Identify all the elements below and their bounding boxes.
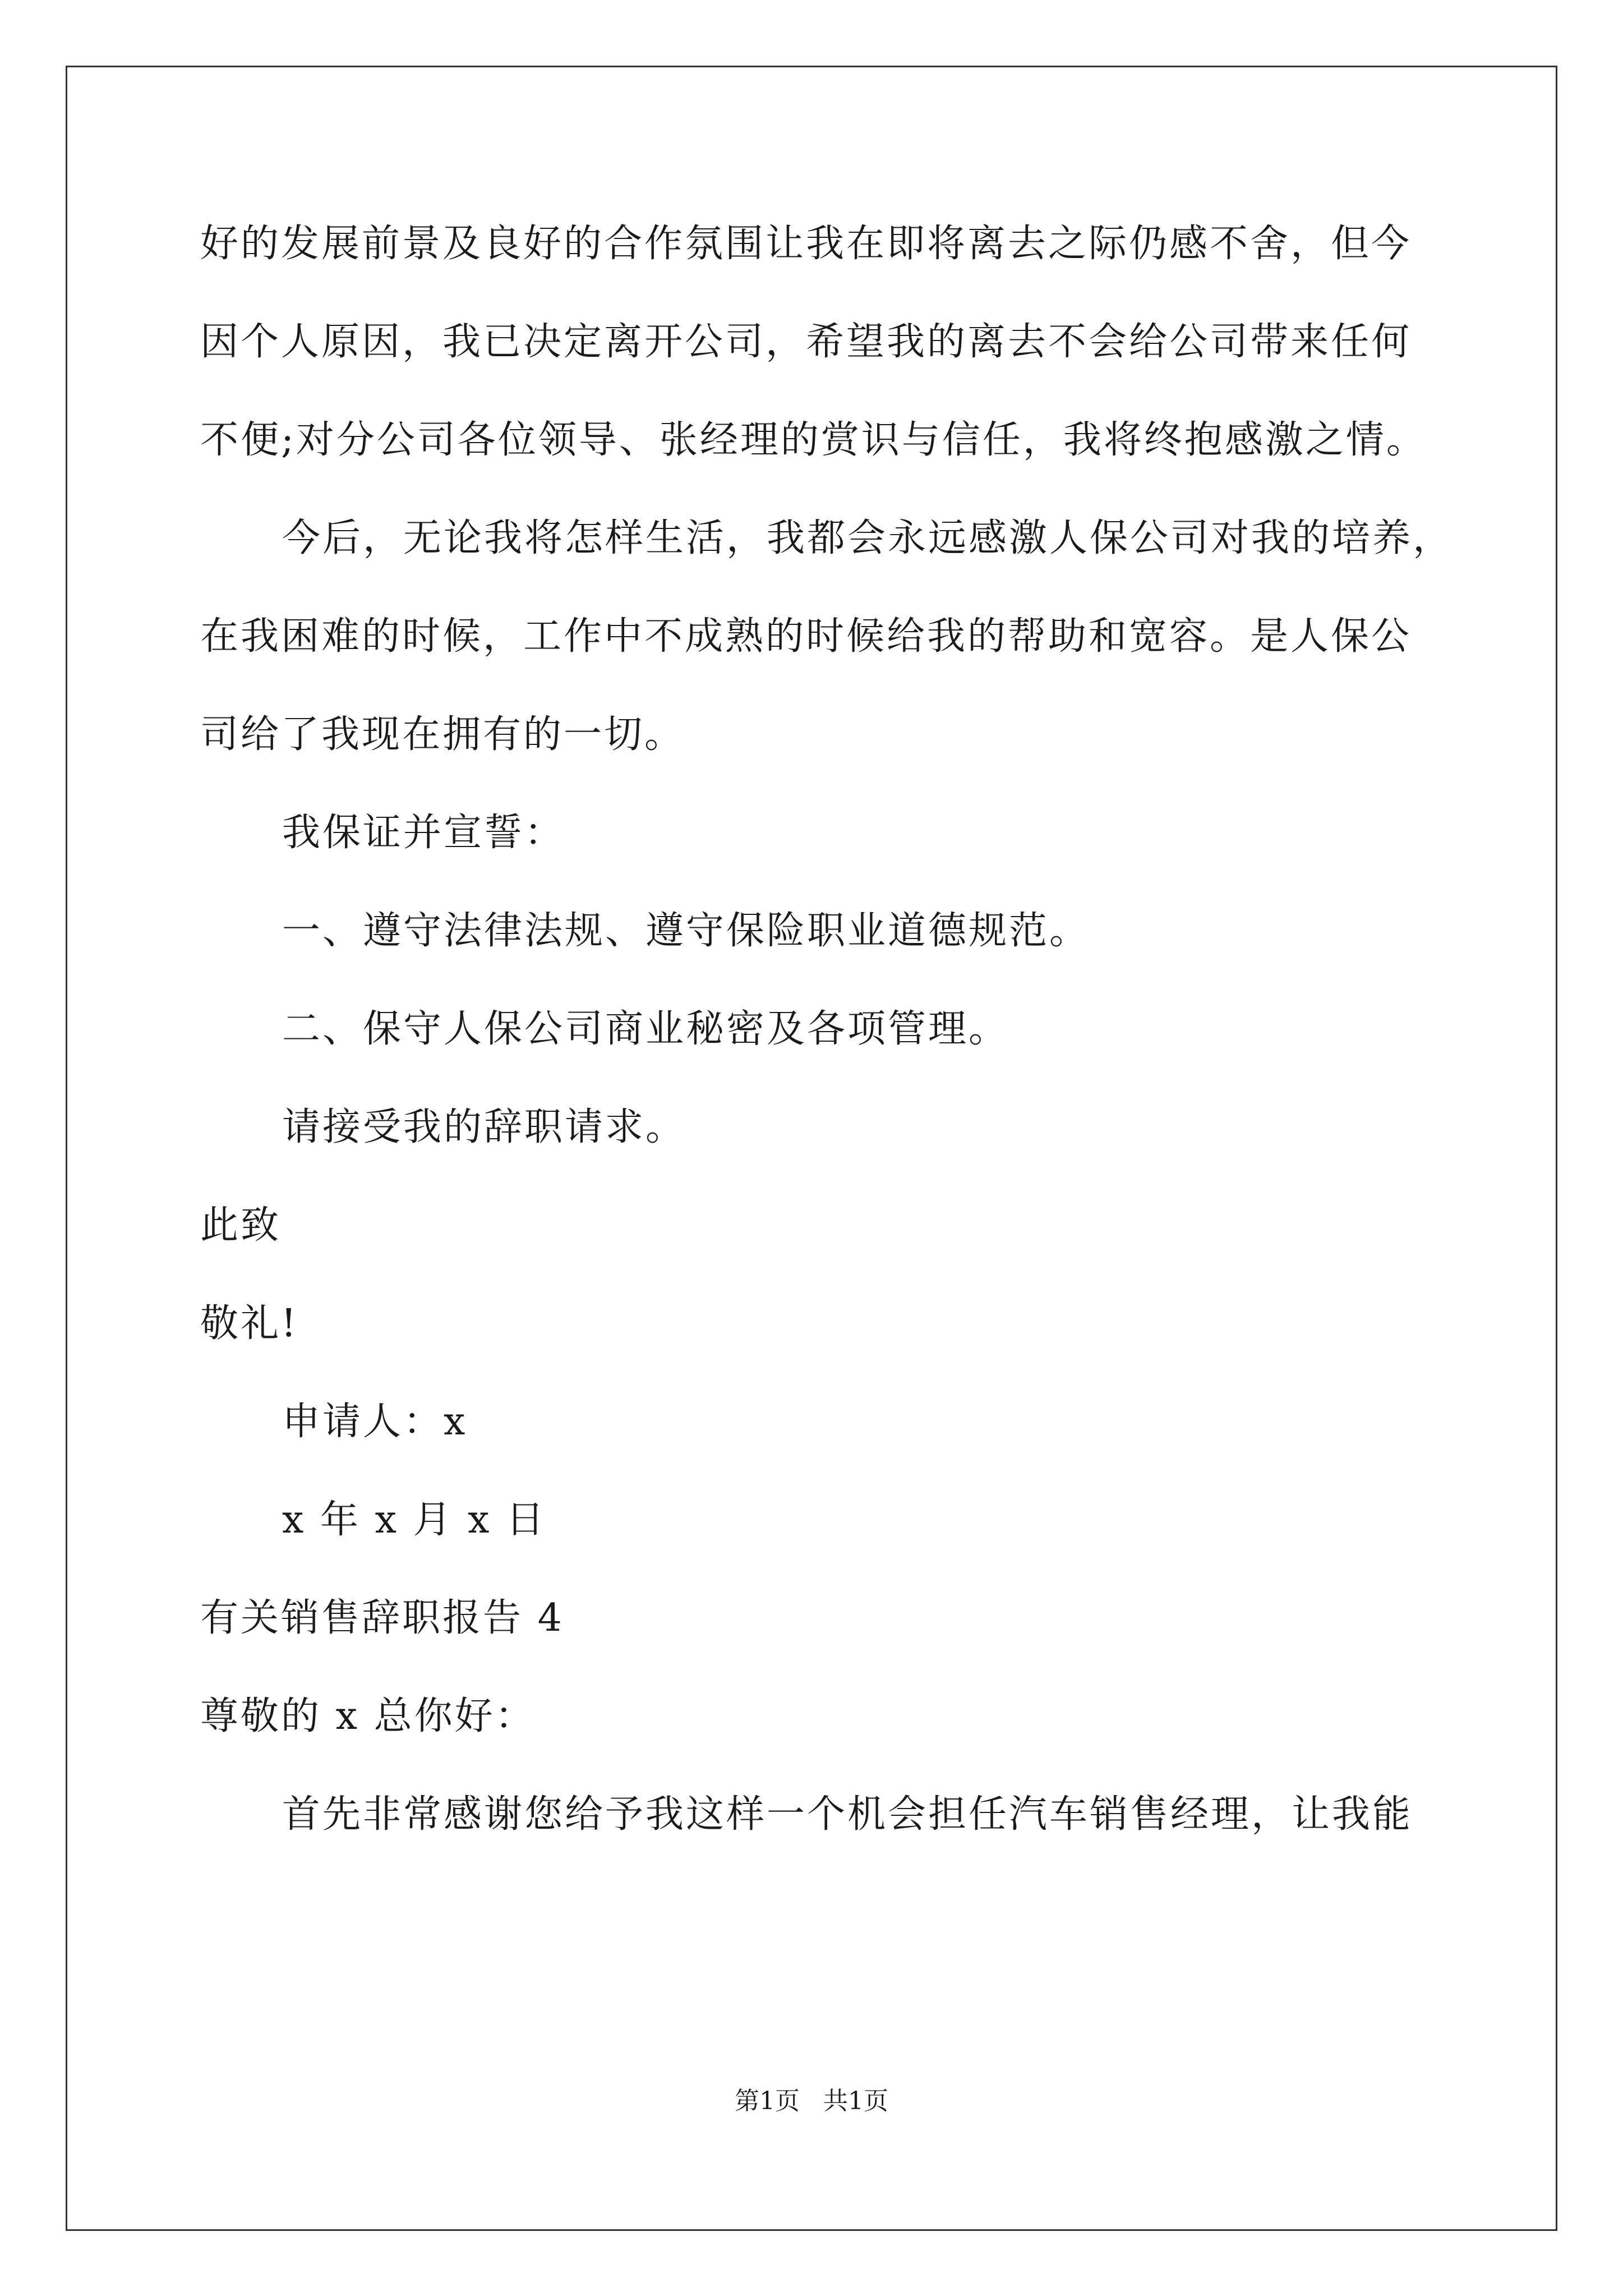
applicant-line: 申请人：x bbox=[282, 1400, 468, 1444]
request-line: 请接受我的辞职请求。 bbox=[282, 1105, 686, 1149]
pledge-heading: 我保证并宣誓： bbox=[282, 811, 565, 855]
greeting-line: 尊敬的 x 总你好： bbox=[200, 1694, 536, 1738]
paragraph-line: 今后，无论我将怎样生活，我都会永远感激人保公司对我的培养， bbox=[282, 516, 1454, 560]
closing-regards: 敬礼! bbox=[200, 1301, 299, 1346]
paragraph-line: 在我困难的时候，工作中不成熟的时候给我的帮助和宽容。是人保公 bbox=[200, 614, 1412, 659]
paragraph-line: 不便;对分公司各位领导、张经理的赏识与信任，我将终抱感激之情。 bbox=[200, 418, 1427, 462]
section-title: 有关销售辞职报告 4 bbox=[200, 1596, 564, 1640]
closing-salutation: 此致 bbox=[200, 1203, 282, 1248]
paragraph-line: 好的发展前景及良好的合作氛围让我在即将离去之际仍感不舍，但今 bbox=[200, 222, 1412, 266]
date-line: x 年 x 月 x 日 bbox=[282, 1498, 547, 1542]
paragraph-line: 首先非常感谢您给予我这样一个机会担任汽车销售经理，让我能 bbox=[282, 1792, 1413, 1837]
page-number-footer: 第1页 共1页 bbox=[735, 2087, 888, 2115]
paragraph-line: 司给了我现在拥有的一切。 bbox=[200, 712, 685, 757]
pledge-item: 一、遵守法律法规、遵守保险职业道德规范。 bbox=[282, 909, 1090, 953]
paragraph-line: 因个人原因，我已决定离开公司，希望我的离去不会给公司带来任何 bbox=[200, 320, 1412, 364]
pledge-item: 二、保守人保公司商业秘密及各项管理。 bbox=[282, 1007, 1009, 1051]
